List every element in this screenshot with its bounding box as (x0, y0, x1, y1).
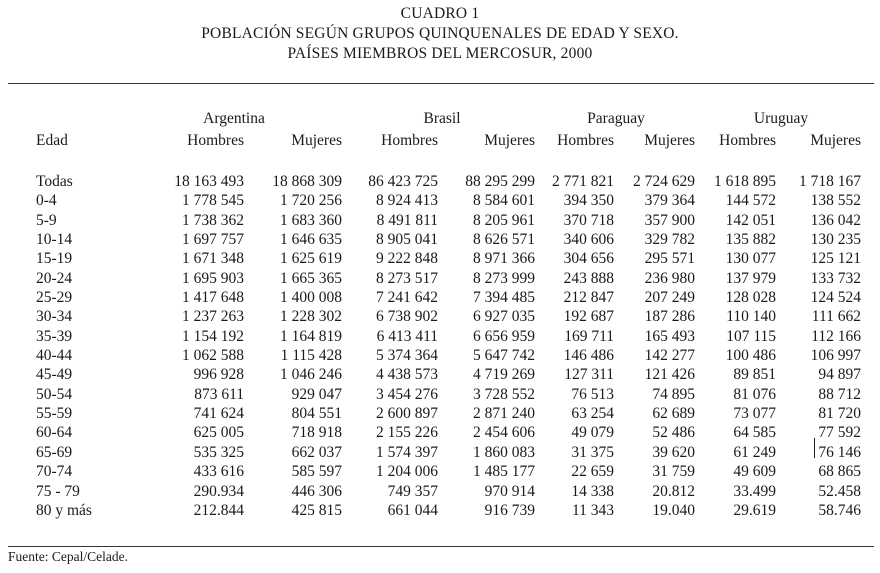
population-cell: 8 273 999 (473, 269, 535, 287)
table-row (0, 249, 880, 268)
population-cell: 718 918 (291, 424, 342, 442)
population-cell: 8 273 517 (376, 269, 438, 287)
population-cell: 142 277 (644, 347, 695, 365)
population-cell: 88 712 (818, 385, 861, 403)
population-cell: 749 357 (387, 482, 438, 500)
population-cell: 112 166 (811, 327, 861, 345)
population-cell: 379 364 (644, 192, 695, 210)
table-row (0, 462, 880, 481)
population-cell: 8 905 041 (376, 231, 438, 249)
population-cell: 6 656 959 (473, 327, 535, 345)
population-cell: 29.619 (733, 501, 776, 519)
population-cell: 4 438 573 (376, 366, 438, 384)
population-cell: 137 979 (725, 269, 776, 287)
population-cell: 58.746 (818, 501, 861, 519)
population-cell: 3 454 276 (376, 385, 438, 403)
edad-header: Edad (36, 132, 68, 149)
sub-header-hombres: Hombres (381, 132, 438, 149)
population-cell: 49 609 (733, 463, 776, 481)
age-group-label: 75 - 79 (36, 482, 80, 500)
population-cell: 1 204 006 (376, 463, 438, 481)
population-cell: 125 121 (810, 250, 861, 268)
population-cell: 2 600 897 (376, 405, 438, 423)
population-cell: 741 624 (193, 405, 244, 423)
population-cell: 3 728 552 (473, 385, 535, 403)
table-row (0, 482, 880, 501)
population-cell: 89 851 (733, 366, 776, 384)
title-line-2: POBLACIÓN SEGÚN GRUPOS QUINQUENALES DE EDAD Y SEXO. (201, 25, 679, 42)
population-cell: 2 454 606 (473, 424, 535, 442)
population-cell: 1 417 648 (182, 289, 244, 307)
population-cell: 8 205 961 (473, 211, 535, 229)
population-cell: 192 687 (563, 308, 614, 326)
population-cell: 1 720 256 (280, 192, 342, 210)
table-row (0, 211, 880, 230)
population-cell: 1 646 635 (280, 231, 342, 249)
population-cell: 446 306 (291, 482, 342, 500)
population-cell: 76 146 (818, 443, 861, 461)
population-cell: 49 079 (571, 424, 614, 442)
population-cell: 1 671 348 (182, 250, 244, 268)
bottom-rule (8, 546, 874, 547)
population-cell: 18 868 309 (272, 173, 342, 190)
population-cell: 1 665 365 (280, 269, 342, 287)
population-cell: 1 574 397 (376, 443, 438, 461)
age-group-label: 70-74 (36, 463, 73, 481)
population-cell: 22 659 (571, 463, 614, 481)
age-group-label: 45-49 (36, 366, 73, 384)
population-cell: 8 491 811 (376, 211, 438, 229)
table-row (0, 365, 880, 384)
table-body (0, 172, 880, 520)
sub-header-mujeres: Mujeres (810, 132, 861, 149)
population-cell: 111 662 (811, 308, 861, 326)
population-cell: 1 115 428 (280, 347, 342, 365)
population-cell: 2 871 240 (473, 405, 535, 423)
population-cell: 929 047 (291, 385, 342, 403)
population-cell: 88 295 299 (465, 173, 535, 190)
sub-header-hombres: Hombres (557, 132, 614, 149)
population-cell: 8 924 413 (376, 192, 438, 210)
age-group-label: 0-4 (36, 192, 57, 210)
population-cell: 2 771 821 (552, 173, 614, 190)
population-cell: 661 044 (387, 501, 438, 519)
table-row (0, 385, 880, 404)
population-cell: 1 164 819 (280, 327, 342, 345)
population-cell: 33.499 (733, 482, 776, 500)
population-cell: 187 286 (644, 308, 695, 326)
population-cell: 110 140 (726, 308, 776, 326)
country-brasil: Brasil (423, 110, 461, 127)
population-cell: 290.934 (193, 482, 244, 500)
population-cell: 63 254 (571, 405, 614, 423)
population-cell: 1 683 360 (280, 211, 342, 229)
country-paraguay: Paraguay (587, 110, 645, 127)
age-group-label: 55-59 (36, 405, 73, 423)
age-group-label: 15-19 (36, 250, 73, 268)
population-cell: 8 626 571 (473, 231, 535, 249)
population-cell: 124 524 (810, 289, 861, 307)
country-uruguay: Uruguay (753, 110, 809, 127)
population-cell: 625 005 (193, 424, 244, 442)
country-argentina: Argentina (203, 110, 265, 127)
top-rule (8, 83, 874, 84)
table-row (0, 307, 880, 326)
population-cell: 7 394 485 (473, 289, 535, 307)
population-cell: 74 895 (652, 385, 695, 403)
population-cell: 100 486 (725, 347, 776, 365)
sub-header-mujeres: Mujeres (644, 132, 695, 149)
title-line-1: CUADRO 1 (400, 5, 480, 22)
table-title (0, 4, 880, 64)
age-group-label: 35-39 (36, 327, 73, 345)
table-row (0, 346, 880, 365)
age-group-label: 60-64 (36, 424, 73, 442)
population-cell: 7 241 642 (376, 289, 438, 307)
population-cell: 370 718 (563, 211, 614, 229)
population-cell: 81 076 (733, 385, 776, 403)
population-cell: 138 552 (810, 192, 861, 210)
population-cell: 64 585 (733, 424, 776, 442)
population-cell: 1 718 167 (799, 173, 861, 190)
population-cell: 135 882 (725, 231, 776, 249)
table-row (0, 501, 880, 520)
population-cell: 295 571 (644, 250, 695, 268)
population-cell: 68 865 (818, 463, 861, 481)
population-cell: 31 759 (652, 463, 695, 481)
population-cell: 207 249 (644, 289, 695, 307)
table-row (0, 288, 880, 307)
population-cell: 6 413 411 (376, 327, 438, 345)
population-cell: 212.844 (193, 501, 244, 519)
age-group-label: 10-14 (36, 231, 73, 249)
sub-header-hombres: Hombres (719, 132, 776, 149)
age-group-label: 25-29 (36, 289, 73, 307)
population-cell: 1 485 177 (473, 463, 535, 481)
population-cell: 20.812 (652, 482, 695, 500)
population-cell: 433 616 (193, 463, 244, 481)
population-cell: 146 486 (563, 347, 614, 365)
population-cell: 212 847 (563, 289, 614, 307)
age-group-label: 5-9 (36, 211, 57, 229)
title-line-3: PAÍSES MIEMBROS DEL MERCOSUR, 2000 (287, 45, 593, 62)
age-group-label: 30-34 (36, 308, 73, 326)
population-cell: 133 732 (810, 269, 861, 287)
population-cell: 804 551 (291, 405, 342, 423)
population-cell: 2 155 226 (376, 424, 438, 442)
population-cell: 5 374 364 (376, 347, 438, 365)
table-row (0, 327, 880, 346)
population-cell: 5 647 742 (473, 347, 535, 365)
population-cell: 73 077 (733, 405, 776, 423)
population-cell: 19.040 (652, 501, 695, 519)
population-cell: 1 778 545 (182, 192, 244, 210)
population-cell: 8 971 366 (473, 250, 535, 268)
population-cell: 52.458 (818, 482, 861, 500)
population-cell: 169 711 (564, 327, 614, 345)
table-row (0, 404, 880, 423)
population-cell: 18 163 493 (174, 173, 244, 190)
population-cell: 236 980 (644, 269, 695, 287)
population-cell: 107 115 (726, 327, 776, 345)
population-cell: 1 400 008 (280, 289, 342, 307)
table-row (0, 423, 880, 442)
population-cell: 6 927 035 (473, 308, 535, 326)
age-group-label: 65-69 (36, 443, 73, 461)
population-cell: 1 860 083 (473, 443, 535, 461)
population-cell: 86 423 725 (368, 173, 438, 190)
population-cell: 4 719 269 (473, 366, 535, 384)
population-cell: 144 572 (725, 192, 776, 210)
population-cell: 1 237 263 (182, 308, 244, 326)
population-cell: 142 051 (725, 211, 776, 229)
population-cell: 243 888 (563, 269, 614, 287)
population-cell: 662 037 (291, 443, 342, 461)
population-cell: 340 606 (563, 231, 614, 249)
table-row (0, 269, 880, 288)
population-cell: 6 738 902 (376, 308, 438, 326)
population-cell: 1 738 362 (182, 211, 244, 229)
population-cell: 136 042 (810, 211, 861, 229)
population-cell: 31 375 (571, 443, 614, 461)
population-cell: 1 062 588 (182, 347, 244, 365)
population-cell: 81 720 (818, 405, 861, 423)
population-cell: 128 028 (725, 289, 776, 307)
table-row (0, 443, 880, 462)
age-group-label: 80 y más (36, 501, 92, 519)
population-cell: 11 343 (571, 501, 614, 519)
table-row (0, 172, 880, 191)
population-cell: 76 513 (571, 385, 614, 403)
age-group-label: 40-44 (36, 347, 73, 365)
population-cell: 1 695 903 (182, 269, 244, 287)
table-row (0, 191, 880, 210)
population-cell: 94 897 (818, 366, 861, 384)
sub-header-mujeres: Mujeres (291, 132, 342, 149)
population-cell: 2 724 629 (633, 173, 695, 190)
population-cell: 106 997 (810, 347, 861, 365)
population-cell: 1 618 895 (714, 173, 776, 190)
population-cell: 996 928 (193, 366, 244, 384)
population-cell: 61 249 (733, 443, 776, 461)
population-cell: 329 782 (644, 231, 695, 249)
population-cell: 62 689 (652, 405, 695, 423)
population-cell: 121 426 (644, 366, 695, 384)
text-cursor (814, 438, 815, 458)
population-cell: 1 625 619 (280, 250, 342, 268)
age-group-label: Todas (36, 173, 73, 190)
population-cell: 130 077 (725, 250, 776, 268)
population-cell: 970 914 (484, 482, 535, 500)
population-cell: 52 486 (652, 424, 695, 442)
table-row (0, 230, 880, 249)
population-cell: 1 046 246 (280, 366, 342, 384)
population-cell: 8 584 601 (473, 192, 535, 210)
population-cell: 77 592 (818, 424, 861, 442)
population-cell: 425 815 (291, 501, 342, 519)
population-cell: 9 222 848 (376, 250, 438, 268)
population-cell: 873 611 (194, 385, 244, 403)
population-cell: 585 597 (291, 463, 342, 481)
population-cell: 535 325 (193, 443, 244, 461)
population-cell: 916 739 (484, 501, 535, 519)
source-note: Fuente: Cepal/Celade. (8, 549, 128, 564)
population-cell: 130 235 (810, 231, 861, 249)
sub-header-mujeres: Mujeres (484, 132, 535, 149)
population-cell: 1 154 192 (182, 327, 244, 345)
population-cell: 39 620 (652, 443, 695, 461)
age-group-label: 20-24 (36, 269, 73, 287)
population-cell: 127 311 (564, 366, 614, 384)
sub-header-hombres: Hombres (187, 132, 244, 149)
population-cell: 1 697 757 (182, 231, 244, 249)
age-group-label: 50-54 (36, 385, 73, 403)
population-cell: 357 900 (644, 211, 695, 229)
population-cell: 1 228 302 (280, 308, 342, 326)
population-cell: 14 338 (571, 482, 614, 500)
population-cell: 304 656 (563, 250, 614, 268)
population-cell: 165 493 (644, 327, 695, 345)
population-cell: 394 350 (563, 192, 614, 210)
